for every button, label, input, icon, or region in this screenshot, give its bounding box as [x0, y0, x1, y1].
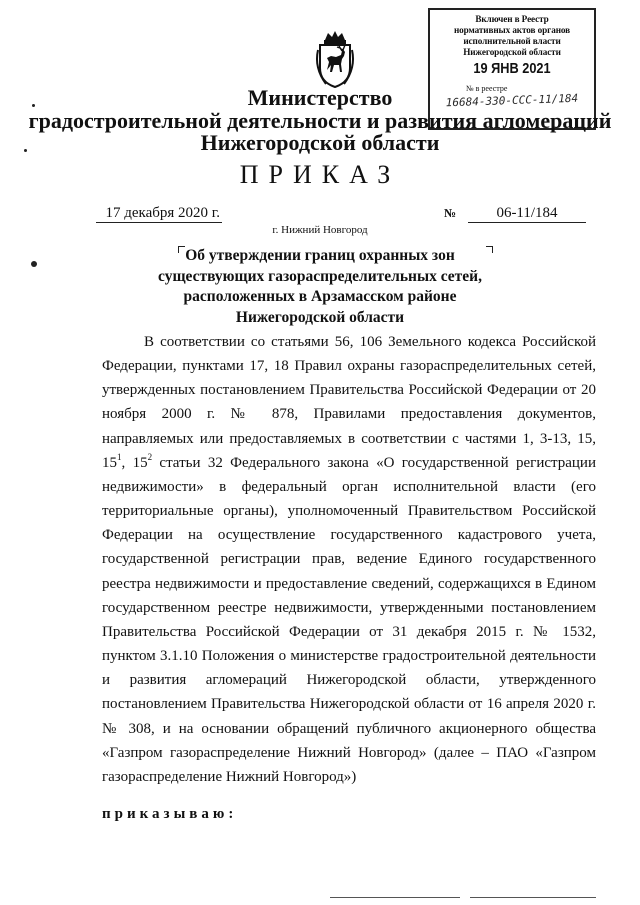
- coat-of-arms-icon: [312, 30, 358, 88]
- stamp-date: 19 ЯНВ 2021: [473, 60, 551, 77]
- number-sign: №: [444, 206, 457, 220]
- subject-line-2: существующих газораспределительных сетей,: [158, 267, 482, 285]
- superscript-2: 2: [147, 451, 153, 462]
- scan-dot: [24, 149, 27, 152]
- stamp-line-1: Включен в Реестр: [475, 14, 549, 24]
- preamble-paragraph: [102, 330, 596, 789]
- scan-edge-line: [330, 897, 460, 898]
- stamp-line-2: нормативных актов органов: [453, 25, 571, 35]
- order-word: приказываю:: [102, 806, 238, 822]
- stamp-registry-label: № в реестре: [466, 84, 508, 93]
- scan-edge-line: [470, 897, 596, 898]
- order-number: 06-11/184: [468, 204, 586, 223]
- city-name: г. Нижний Новгород: [272, 224, 368, 236]
- scan-dot: [32, 104, 35, 107]
- subject-line-4: Нижегородской области: [235, 308, 405, 326]
- document-title: ПРИКАЗ: [239, 160, 401, 189]
- stamp-line-4: Нижегородской области: [463, 47, 561, 57]
- order-date: 17 декабря 2020 г.: [96, 204, 222, 223]
- ministry-name-line-2: градостроительной деятельности и развития агломераций: [28, 108, 612, 133]
- scan-dot: [31, 261, 37, 267]
- preamble-text-1: В соответствии со статьями 56, 106 Земельного кодекса Российской Федерации, пунктами 17, 18 Правил охраны газораспределительных сетей, утвержденных постановлением Правительства Российской Федерации от 20 ноября 2000 г. № 878, Правилами предоставления документов, направляемых или предоставляемых в соответствии с частями 1, 3-13, 15, 15: [102, 334, 596, 471]
- ministry-name-line-1: Министерство: [247, 85, 393, 110]
- order-subject: [0, 246, 640, 328]
- subject-line-1: Об утверждении границ охранных зон: [185, 247, 455, 264]
- ministry-name-line-3: Нижегородской области: [200, 130, 440, 155]
- stamp-registry-number: 16684-330-ССС-11/184: [445, 91, 579, 110]
- preamble-text-2: , 15: [121, 454, 148, 471]
- superscript-1: 1: [117, 451, 122, 462]
- preamble-text-3: статьи 32 Федерального закона «О государственной регистрации недвижимости» в федеральный орган исполнительной власти (его территориальные органы), уполномоченный Правительством Российской Федерации на осуществление государственного кадастрового учета, государственной регистрации прав, ведение Единого государственного реестра недвижимости и предоставление сведений, содержащихся в Едином государственном реестре недвижимости, утвержденными постановлением Правительства Российской Федерации от 31 декабря 2015 г. № 1532, пунктом 3.1.10 Положения о министерстве градостроительной деятельности и развития агломераций Нижегородской области, утвержденного постановлением Правительства Нижегородской области от 16 апреля 2020 г. № 308, и на основании обращений публичного акционерного общества «Газпром газораспределение Нижний Новгород» (далее – ПАО «Газпром газораспределение Нижний Новгород»): [102, 454, 596, 785]
- stamp-line-3: исполнительной власти: [463, 36, 561, 46]
- subject-line-3: расположенных в Арзамасском районе: [183, 288, 457, 305]
